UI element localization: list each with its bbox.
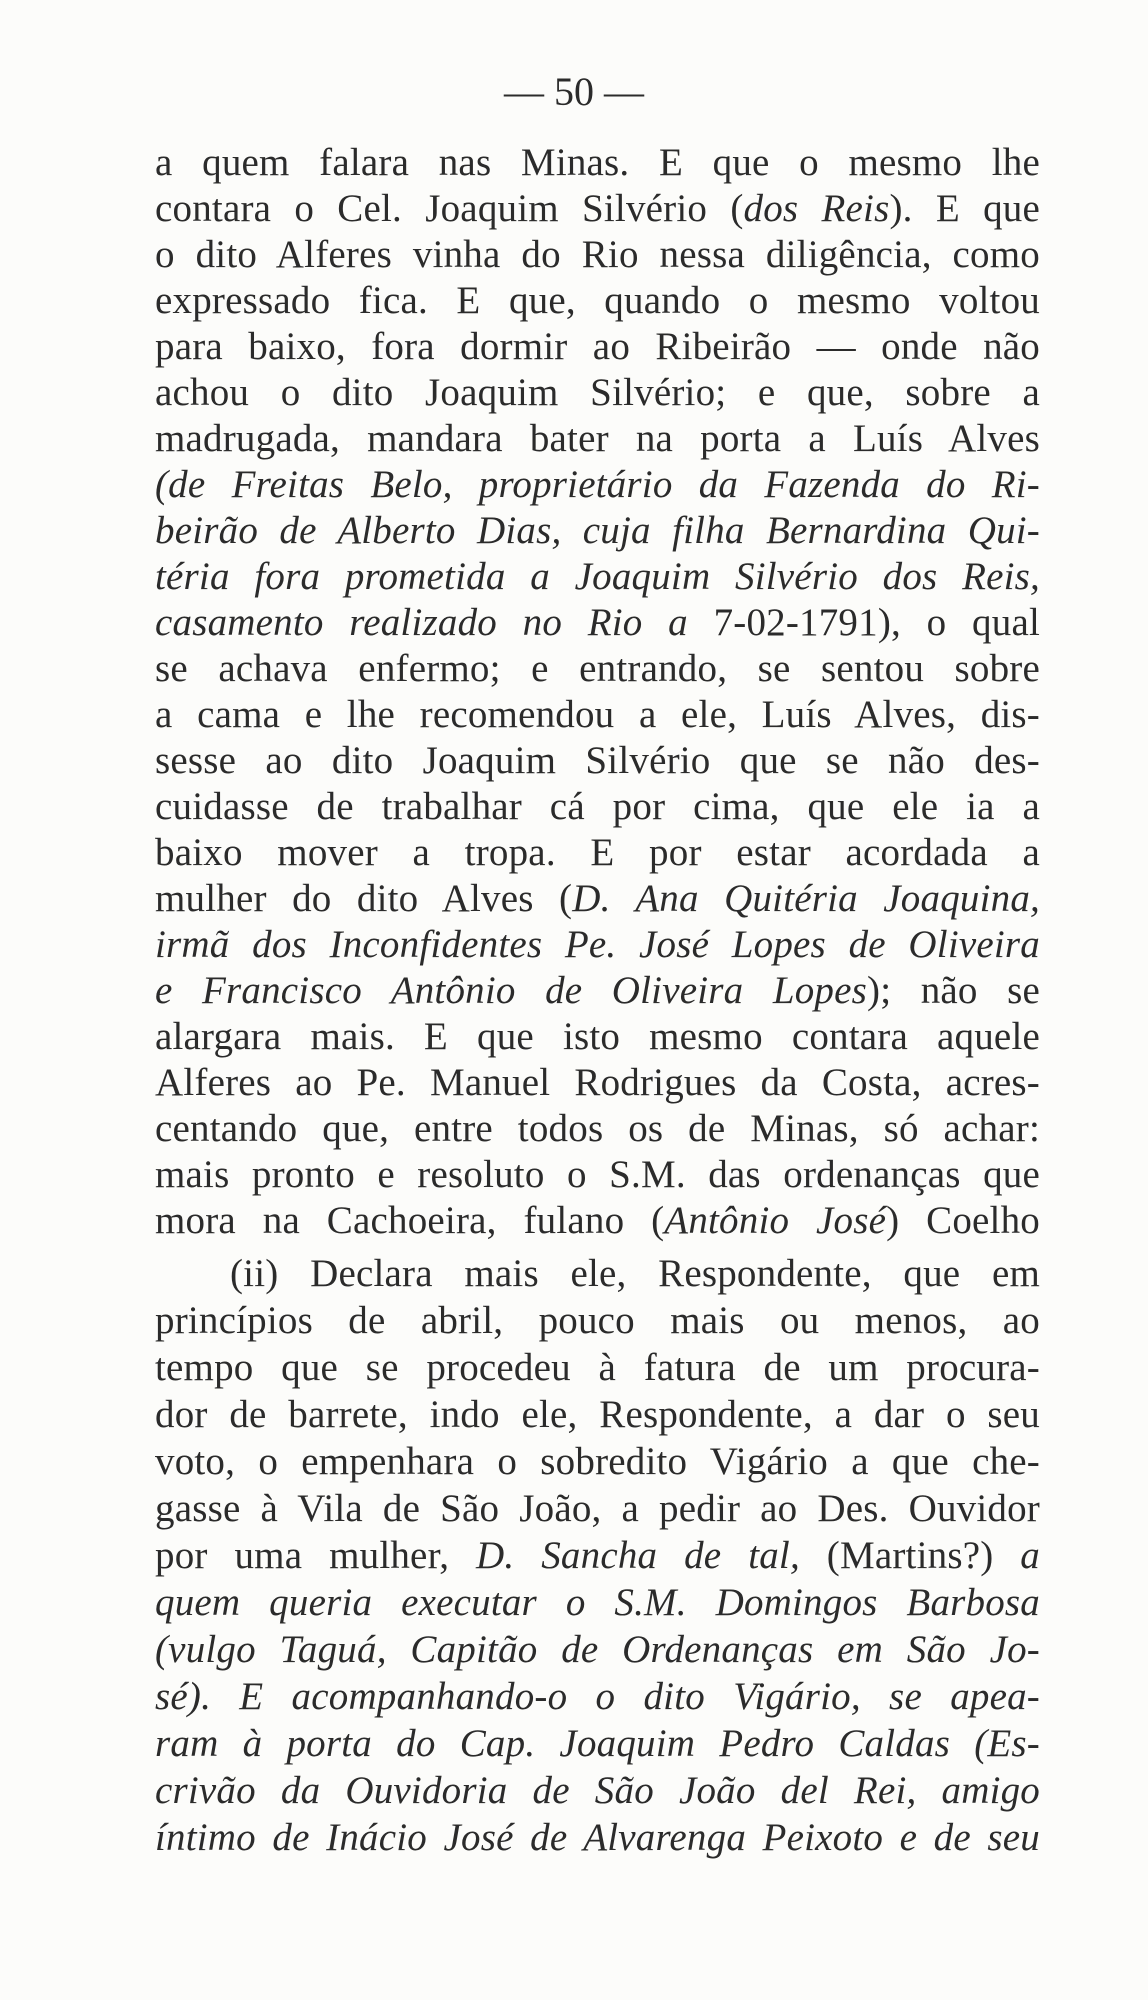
text: madrugada, mandara bater na porta a Luís Alves xyxy=(155,417,1040,460)
text-line xyxy=(155,646,1040,692)
text-line xyxy=(155,1152,1040,1198)
text: achou o dito Joaquim Silvério; e que, sobre a xyxy=(155,371,1040,414)
text: princípios de abril, pouco mais ou menos, ao xyxy=(155,1299,1040,1342)
italic-text: ram à porta do Cap. Joaquim Pedro Caldas (Es- xyxy=(155,1722,1040,1765)
text: ) Coelho xyxy=(886,1199,1040,1242)
text-line xyxy=(155,416,1040,462)
text-line xyxy=(155,1344,1040,1391)
text-line xyxy=(155,1106,1040,1152)
text: ). E que xyxy=(889,187,1040,230)
text: mais pronto e resoluto o S.M. das ordenanças que xyxy=(155,1153,1040,1196)
text-line xyxy=(155,1391,1040,1438)
text-line xyxy=(155,140,1040,186)
text-line xyxy=(155,876,1040,922)
italic-text: a xyxy=(1020,1534,1040,1577)
text: a cama e lhe recomendou a ele, Luís Alves, dis- xyxy=(155,693,1040,736)
italic-text: íntimo de Inácio José de Alvarenga Peixoto e de seu xyxy=(155,1816,1040,1859)
text-line xyxy=(155,830,1040,876)
text-line xyxy=(155,1720,1040,1767)
italic-text: quem queria executar o S.M. Domingos Barbosa xyxy=(155,1581,1040,1624)
text-line xyxy=(155,1438,1040,1485)
text: alargara mais. E que isto mesmo contara aquele xyxy=(155,1015,1040,1058)
text-line xyxy=(155,692,1040,738)
italic-text: téria fora prometida a Joaquim Silvério dos Reis, xyxy=(155,555,1040,598)
text: dor de barrete, indo ele, Respondente, a dar o seu xyxy=(155,1393,1040,1436)
text: voto, o empenhara o sobredito Vigário a que che- xyxy=(155,1440,1040,1483)
italic-text: irmã dos Inconfidentes Pe. José Lopes de Oliveira xyxy=(155,923,1040,966)
italic-text: crivão da Ouvidoria de São João del Rei, amigo xyxy=(155,1769,1040,1812)
text-line xyxy=(155,922,1040,968)
text: cuidasse de trabalhar cá por cima, que ele ia a xyxy=(155,785,1040,828)
text: 7-02-1791), o qual xyxy=(713,601,1040,644)
text-line xyxy=(155,232,1040,278)
text: contara o Cel. Joaquim Silvério ( xyxy=(155,187,744,230)
text: expressado fica. E que, quando o mesmo voltou xyxy=(155,279,1040,322)
text-line xyxy=(155,1250,1040,1297)
italic-text: dos Reis xyxy=(743,187,890,230)
text-line xyxy=(155,278,1040,324)
text-line xyxy=(155,1297,1040,1344)
italic-text: (vulgo Taguá, Capitão de Ordenanças em São Jo- xyxy=(155,1628,1040,1671)
text: baixo mover a tropa. E por estar acordada a xyxy=(155,831,1040,874)
text-line xyxy=(155,462,1040,508)
text: mulher do dito Alves ( xyxy=(155,877,573,920)
italic-text: Antônio José xyxy=(664,1199,887,1242)
text: centando que, entre todos os de Minas, só achar: xyxy=(155,1107,1040,1150)
italic-text: casamento realizado no Rio a xyxy=(155,601,714,644)
italic-text: D. Ana Quitéria Joaquina, xyxy=(572,877,1040,920)
text-line xyxy=(155,1767,1040,1814)
text: ); não se xyxy=(867,969,1041,1012)
text-line xyxy=(155,370,1040,416)
text-line xyxy=(155,186,1040,232)
italic-text: (de Freitas Belo, proprietário da Fazenda do Ri- xyxy=(155,463,1040,506)
text-line xyxy=(155,1814,1040,1861)
italic-text: e Francisco Antônio de Oliveira Lopes xyxy=(155,969,868,1012)
text: mora na Cachoeira, fulano ( xyxy=(155,1199,665,1242)
text: por uma mulher, xyxy=(155,1534,477,1577)
text: (Martins?) xyxy=(799,1534,1021,1577)
text-line xyxy=(155,1673,1040,1720)
text-line xyxy=(155,1014,1040,1060)
text-line xyxy=(155,1060,1040,1106)
text-line xyxy=(155,1532,1040,1579)
text-line xyxy=(155,1198,1040,1244)
text: se achava enfermo; e entrando, se sentou sobre xyxy=(155,647,1040,690)
page-number: — 50 — xyxy=(504,69,644,114)
text: a quem falara nas Minas. E que o mesmo lhe xyxy=(155,141,1040,184)
text-line xyxy=(155,508,1040,554)
italic-text: beirão de Alberto Dias, cuja filha Bernardina Qui- xyxy=(155,509,1040,552)
text-line xyxy=(155,784,1040,830)
text-line xyxy=(155,600,1040,646)
text-line xyxy=(155,738,1040,784)
text: o dito Alferes vinha do Rio nessa diligência, como xyxy=(155,233,1040,276)
italic-text: D. Sancha de tal, xyxy=(476,1534,800,1577)
text-line xyxy=(155,1626,1040,1673)
text: sesse ao dito Joaquim Silvério que se não des- xyxy=(155,739,1040,782)
paragraph-2 xyxy=(155,1250,1040,1861)
text-line xyxy=(155,1579,1040,1626)
text: Alferes ao Pe. Manuel Rodrigues da Costa, acres- xyxy=(155,1061,1040,1104)
text-line xyxy=(155,1485,1040,1532)
text: (ii) Declara mais ele, Respondente, que em xyxy=(230,1252,1040,1295)
paragraph-1 xyxy=(155,140,1040,1244)
text: tempo que se procedeu à fatura de um procura- xyxy=(155,1346,1040,1389)
text: para baixo, fora dormir ao Ribeirão — onde não xyxy=(155,325,1040,368)
text-line xyxy=(155,324,1040,370)
text-line xyxy=(155,554,1040,600)
text-line xyxy=(155,968,1040,1014)
italic-text: sé). E acompanhando-o o dito Vigário, se apea- xyxy=(155,1675,1040,1718)
text: gasse à Vila de São João, a pedir ao Des. Ouvidor xyxy=(155,1487,1040,1530)
